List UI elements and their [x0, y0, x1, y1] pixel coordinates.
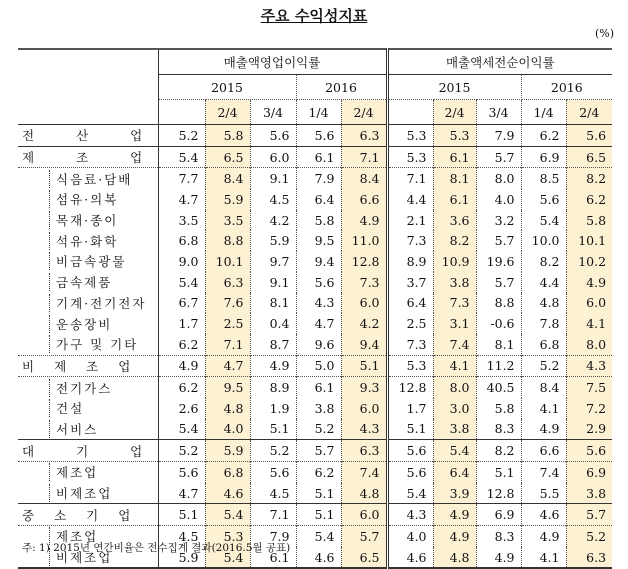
value-cell: 6.9 [476, 504, 521, 526]
value-cell: 7.3 [433, 293, 476, 314]
header-quarter: 3/4 [476, 100, 521, 125]
value-cell: 4.6 [205, 483, 250, 504]
row-label: 중소기업 [22, 507, 151, 523]
value-cell: 3.5 [158, 210, 205, 231]
table-row [18, 293, 612, 314]
value-cell: 8.4 [341, 168, 387, 189]
value-cell: 11.0 [341, 230, 387, 251]
value-cell: 8.8 [205, 230, 250, 251]
row-label-cell [18, 146, 185, 168]
row-label-cell [18, 355, 158, 377]
value-cell: 7.4 [433, 334, 476, 355]
value-cell: 5.4 [158, 272, 205, 293]
value-cell: 5.7 [341, 526, 387, 547]
header-pretax-margin: 매출액세전순이익률 [387, 49, 612, 75]
value-cell: 5.3 [205, 526, 250, 547]
value-cell: 5.7 [476, 272, 521, 293]
value-cell: 5.6 [521, 189, 566, 210]
value-cell: 8.2 [433, 230, 476, 251]
table-row [18, 313, 612, 334]
value-cell: 8.9 [250, 377, 296, 398]
value-cell: 6.0 [341, 504, 387, 526]
value-cell: 6.2 [521, 125, 566, 147]
row-label-cell [18, 125, 185, 147]
value-cell: 6.1 [433, 146, 476, 168]
value-cell: 5.9 [205, 189, 250, 210]
value-cell: 5.3 [387, 355, 433, 377]
value-cell: 9.5 [205, 377, 250, 398]
table-row [18, 355, 612, 377]
value-cell: 2.9 [566, 419, 612, 440]
value-cell: 4.9 [158, 355, 205, 377]
row-label-cell [18, 419, 158, 440]
header-quarter [387, 100, 433, 125]
value-cell: 6.3 [341, 440, 387, 462]
value-cell: 5.2 [296, 419, 341, 440]
table-row [18, 398, 612, 419]
value-cell: 4.5 [250, 189, 296, 210]
profitability-table [18, 48, 612, 569]
table-row [18, 125, 612, 147]
value-cell: 8.3 [476, 419, 521, 440]
value-cell: 8.9 [387, 251, 433, 272]
row-label: 전산업 [22, 128, 185, 144]
row-label-cell [18, 334, 158, 355]
value-cell: 4.9 [521, 419, 566, 440]
value-cell: 10.1 [205, 251, 250, 272]
value-cell: 5.4 [205, 547, 250, 569]
value-cell: 5.4 [433, 440, 476, 462]
value-cell: 4.4 [387, 189, 433, 210]
value-cell: 4.9 [433, 526, 476, 547]
table-row [18, 440, 612, 462]
value-cell: 11.2 [476, 355, 521, 377]
value-cell: 6.9 [521, 146, 566, 168]
value-cell: 3.8 [433, 419, 476, 440]
value-cell: 6.3 [341, 125, 387, 147]
value-cell: 6.2 [158, 377, 205, 398]
corner-cell [18, 49, 158, 125]
value-cell: 6.5 [205, 146, 250, 168]
row-label-cell [18, 398, 158, 419]
value-cell: 4.5 [158, 526, 205, 547]
row-label-cell [18, 483, 158, 504]
value-cell: 5.8 [296, 210, 341, 231]
value-cell: 4.8 [433, 547, 476, 569]
row-label: 가구 및 기타 [49, 335, 158, 353]
row-label: 운송장비 [49, 315, 158, 333]
value-cell: 6.6 [521, 440, 566, 462]
value-cell: 5.3 [387, 125, 433, 147]
value-cell: 4.7 [205, 355, 250, 377]
table-row [18, 230, 612, 251]
value-cell: 5.5 [521, 483, 566, 504]
header-year-2015: 2015 [387, 75, 521, 100]
value-cell: 6.7 [158, 293, 205, 314]
header-quarter: 3/4 [250, 100, 296, 125]
value-cell: 6.2 [296, 462, 341, 483]
value-cell: 3.5 [205, 210, 250, 231]
value-cell: 5.6 [387, 440, 433, 462]
value-cell: 6.0 [566, 293, 612, 314]
row-label-cell [18, 230, 158, 251]
table-row [18, 504, 612, 526]
value-cell: 7.7 [158, 168, 205, 189]
value-cell: 4.6 [296, 547, 341, 569]
value-cell: 9.6 [296, 334, 341, 355]
value-cell: 8.8 [476, 293, 521, 314]
header-quarter: 1/4 [296, 100, 341, 125]
value-cell: 3.9 [433, 483, 476, 504]
value-cell: 8.2 [521, 251, 566, 272]
value-cell: 5.6 [250, 462, 296, 483]
row-label: 비제조업 [49, 484, 158, 502]
table-row [18, 168, 612, 189]
value-cell: 4.7 [296, 313, 341, 334]
row-label: 비제조업 [22, 358, 151, 374]
value-cell: 3.2 [476, 210, 521, 231]
value-cell: 4.8 [521, 293, 566, 314]
table-row [18, 334, 612, 355]
value-cell: 5.9 [250, 230, 296, 251]
value-cell: 19.6 [476, 251, 521, 272]
value-cell: 6.6 [341, 189, 387, 210]
value-cell: 12.8 [341, 251, 387, 272]
value-cell: 4.7 [158, 189, 205, 210]
value-cell: 8.0 [433, 377, 476, 398]
value-cell: 5.4 [521, 210, 566, 231]
value-cell: 3.1 [433, 313, 476, 334]
row-label: 식음료·담배 [49, 170, 158, 188]
value-cell: 9.3 [341, 377, 387, 398]
value-cell: 8.1 [476, 334, 521, 355]
value-cell: 6.8 [205, 462, 250, 483]
value-cell: 8.7 [250, 334, 296, 355]
value-cell: 7.8 [521, 313, 566, 334]
value-cell: 6.0 [341, 293, 387, 314]
value-cell: 7.9 [476, 125, 521, 147]
value-cell: 4.3 [296, 293, 341, 314]
value-cell: 3.6 [433, 210, 476, 231]
value-cell: 6.8 [521, 334, 566, 355]
row-label-cell [18, 504, 158, 526]
value-cell: 7.1 [341, 146, 387, 168]
value-cell: 5.4 [296, 526, 341, 547]
header-quarter: 2/4 [566, 100, 612, 125]
value-cell: 5.1 [250, 419, 296, 440]
value-cell: 8.4 [521, 377, 566, 398]
value-cell: 9.7 [250, 251, 296, 272]
row-label: 금속제품 [49, 273, 158, 291]
row-label: 대기업 [22, 443, 185, 459]
value-cell: 9.5 [296, 230, 341, 251]
value-cell: 5.7 [476, 230, 521, 251]
value-cell: 8.5 [521, 168, 566, 189]
unit-label: (%) [594, 27, 614, 40]
value-cell: 7.4 [521, 462, 566, 483]
table-row [18, 210, 612, 231]
row-label: 서비스 [49, 420, 158, 438]
value-cell: 40.5 [476, 377, 521, 398]
row-label-cell [18, 272, 158, 293]
value-cell: 4.3 [341, 419, 387, 440]
table-row [18, 251, 612, 272]
value-cell: 4.9 [476, 547, 521, 569]
row-label: 제조업 [49, 463, 158, 481]
value-cell: 2.6 [158, 398, 205, 419]
value-cell: 7.3 [387, 230, 433, 251]
value-cell: 6.0 [250, 146, 296, 168]
value-cell: 7.4 [341, 462, 387, 483]
value-cell: 1.9 [250, 398, 296, 419]
header-quarter: 2/4 [433, 100, 476, 125]
row-label-cell [18, 377, 158, 398]
footnote: 주: 1) 2015년 연간비율은 전수집계 결과(2016.5월 공표) [22, 542, 291, 554]
row-label-cell [18, 293, 158, 314]
value-cell: 3.7 [387, 272, 433, 293]
value-cell: -0.6 [476, 313, 521, 334]
value-cell: 5.9 [158, 547, 205, 569]
value-cell: 5.1 [158, 504, 205, 526]
value-cell: 4.9 [521, 526, 566, 547]
table-row [18, 419, 612, 440]
value-cell: 6.2 [158, 334, 205, 355]
value-cell: 5.1 [296, 483, 341, 504]
value-cell: 3.8 [566, 483, 612, 504]
value-cell: 6.5 [341, 547, 387, 569]
value-cell: 9.0 [158, 251, 205, 272]
value-cell: 5.4 [158, 146, 205, 168]
table-row [18, 189, 612, 210]
value-cell: 6.4 [387, 293, 433, 314]
header-year-2016: 2016 [296, 75, 387, 100]
row-label: 건설 [49, 399, 158, 417]
value-cell: 4.3 [566, 355, 612, 377]
value-cell: 8.2 [566, 168, 612, 189]
value-cell: 7.3 [341, 272, 387, 293]
value-cell: 4.0 [387, 526, 433, 547]
value-cell: 4.1 [521, 547, 566, 569]
value-cell: 6.4 [296, 189, 341, 210]
value-cell: 4.9 [250, 355, 296, 377]
value-cell: 5.8 [476, 398, 521, 419]
value-cell: 5.2 [566, 526, 612, 547]
value-cell: 4.7 [158, 483, 205, 504]
value-cell: 4.4 [521, 272, 566, 293]
value-cell: 5.1 [296, 504, 341, 526]
value-cell: 4.1 [566, 313, 612, 334]
row-label: 목재·종이 [49, 211, 158, 229]
value-cell: 6.1 [433, 189, 476, 210]
value-cell: 6.3 [205, 272, 250, 293]
value-cell: 2.1 [387, 210, 433, 231]
value-cell: 5.2 [521, 355, 566, 377]
value-cell: 5.8 [566, 210, 612, 231]
table-row [18, 462, 612, 483]
value-cell: 12.8 [476, 483, 521, 504]
value-cell: 5.7 [476, 146, 521, 168]
value-cell: 5.1 [387, 419, 433, 440]
value-cell: 4.0 [205, 419, 250, 440]
value-cell: 6.5 [566, 146, 612, 168]
value-cell: 9.1 [250, 272, 296, 293]
value-cell: 4.9 [341, 210, 387, 231]
value-cell: 6.9 [566, 462, 612, 483]
header-quarter: 1/4 [521, 100, 566, 125]
row-label-cell [18, 462, 158, 483]
value-cell: 5.6 [296, 125, 341, 147]
value-cell: 5.3 [387, 146, 433, 168]
value-cell: 5.0 [296, 355, 341, 377]
value-cell: 5.8 [205, 125, 250, 147]
value-cell: 1.7 [158, 313, 205, 334]
value-cell: 9.1 [250, 168, 296, 189]
value-cell: 6.3 [566, 547, 612, 569]
value-cell: 2.5 [387, 313, 433, 334]
value-cell: 4.8 [341, 483, 387, 504]
table-row [18, 483, 612, 504]
row-label-cell [18, 210, 158, 231]
value-cell: 9.4 [296, 251, 341, 272]
value-cell: 7.1 [250, 504, 296, 526]
value-cell: 5.2 [158, 125, 205, 147]
header-quarter [158, 100, 205, 125]
value-cell: 8.0 [476, 168, 521, 189]
value-cell: 7.1 [387, 168, 433, 189]
row-label-cell [18, 313, 158, 334]
value-cell: 5.2 [250, 440, 296, 462]
value-cell: 4.6 [387, 547, 433, 569]
row-label: 기계·전기전자 [49, 294, 158, 312]
header-quarter: 2/4 [341, 100, 387, 125]
value-cell: 4.3 [387, 504, 433, 526]
value-cell: 6.8 [158, 230, 205, 251]
row-label: 석유·화학 [49, 232, 158, 250]
row-label-cell [18, 440, 185, 462]
value-cell: 3.8 [296, 398, 341, 419]
value-cell: 7.9 [250, 526, 296, 547]
row-label: 비제조업 [49, 548, 158, 566]
value-cell: 5.4 [205, 504, 250, 526]
header-quarter: 2/4 [205, 100, 250, 125]
value-cell: 9.4 [341, 334, 387, 355]
row-label: 섬유·의복 [49, 190, 158, 208]
value-cell: 6.2 [566, 189, 612, 210]
value-cell: 8.1 [433, 168, 476, 189]
value-cell: 5.2 [158, 440, 205, 462]
value-cell: 5.6 [158, 462, 205, 483]
value-cell: 5.6 [250, 125, 296, 147]
value-cell: 3.0 [433, 398, 476, 419]
value-cell: 5.4 [158, 419, 205, 440]
value-cell: 5.6 [296, 272, 341, 293]
value-cell: 4.0 [476, 189, 521, 210]
page-title: 주요 수익성지표 [260, 7, 368, 25]
table-row [18, 377, 612, 398]
value-cell: 4.2 [341, 313, 387, 334]
table-row [18, 272, 612, 293]
value-cell: 6.1 [250, 547, 296, 569]
value-cell: 7.2 [566, 398, 612, 419]
value-cell: 5.6 [566, 440, 612, 462]
header-year-2016: 2016 [521, 75, 612, 100]
value-cell: 5.6 [387, 462, 433, 483]
table-row [18, 146, 612, 168]
value-cell: 6.1 [296, 146, 341, 168]
value-cell: 5.7 [566, 504, 612, 526]
value-cell: 8.1 [250, 293, 296, 314]
value-cell: 6.1 [296, 377, 341, 398]
value-cell: 5.3 [433, 125, 476, 147]
row-label-cell [18, 168, 158, 189]
value-cell: 10.2 [566, 251, 612, 272]
value-cell: 5.7 [296, 440, 341, 462]
header-operating-margin: 매출액영업이익률 [158, 49, 387, 75]
value-cell: 6.4 [433, 462, 476, 483]
value-cell: 4.8 [205, 398, 250, 419]
value-cell: 5.4 [387, 483, 433, 504]
value-cell: 5.9 [205, 440, 250, 462]
value-cell: 2.5 [205, 313, 250, 334]
value-cell: 7.6 [205, 293, 250, 314]
row-label: 제조업 [22, 150, 185, 166]
row-label: 제조업 [49, 527, 158, 545]
value-cell: 10.9 [433, 251, 476, 272]
value-cell: 4.6 [521, 504, 566, 526]
row-label-cell [18, 189, 158, 210]
value-cell: 4.9 [433, 504, 476, 526]
value-cell: 5.1 [476, 462, 521, 483]
value-cell: 4.1 [521, 398, 566, 419]
value-cell: 3.8 [433, 272, 476, 293]
value-cell: 7.3 [387, 334, 433, 355]
value-cell: 12.8 [387, 377, 433, 398]
row-label: 전기가스 [49, 379, 158, 397]
value-cell: 4.9 [566, 272, 612, 293]
value-cell: 6.0 [341, 398, 387, 419]
value-cell: 8.2 [476, 440, 521, 462]
value-cell: 5.6 [566, 125, 612, 147]
header-year-2015: 2015 [158, 75, 296, 100]
value-cell: 1.7 [387, 398, 433, 419]
value-cell: 7.9 [296, 168, 341, 189]
value-cell: 8.3 [476, 526, 521, 547]
value-cell: 4.5 [250, 483, 296, 504]
value-cell: 10.1 [566, 230, 612, 251]
value-cell: 8.0 [566, 334, 612, 355]
value-cell: 10.0 [521, 230, 566, 251]
row-label-cell [18, 251, 158, 272]
row-label: 비금속광물 [49, 252, 158, 270]
value-cell: 8.4 [205, 168, 250, 189]
value-cell: 4.1 [433, 355, 476, 377]
value-cell: 7.5 [566, 377, 612, 398]
value-cell: 0.4 [250, 313, 296, 334]
value-cell: 7.1 [205, 334, 250, 355]
value-cell: 4.2 [250, 210, 296, 231]
value-cell: 5.1 [341, 355, 387, 377]
